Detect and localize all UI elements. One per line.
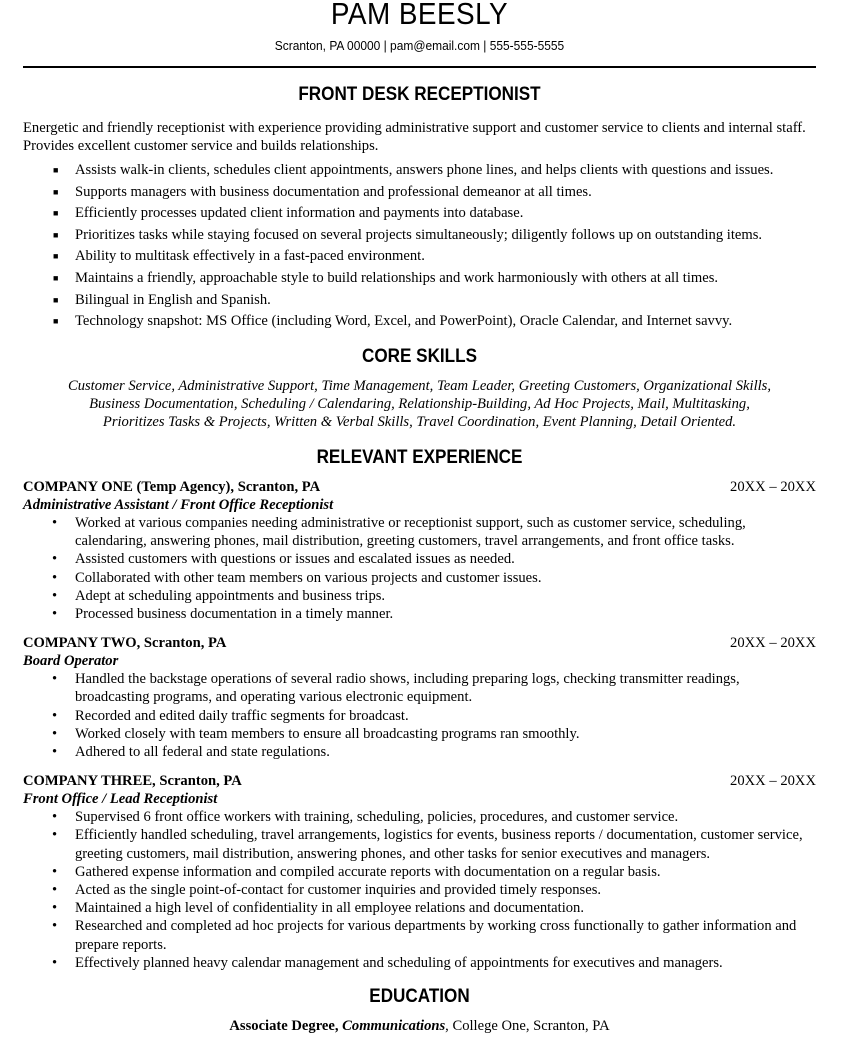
bullet-text: Worked closely with team members to ensure all broadcasting programs ran smoothly.	[75, 725, 580, 742]
bullet-text: Acted as the single point-of-contact for customer inquiries and provided timely responses.	[75, 882, 602, 899]
company-name: COMPANY THREE, Scranton, PA	[23, 773, 242, 790]
bullet-text: Maintained a high level of confidentiality in all employee relations and documentation.	[75, 900, 585, 917]
bullet-item	[23, 203, 816, 225]
bullet-icon: •	[52, 606, 58, 623]
bullet-text: Efficiently handled scheduling, travel arrangements, logistics for events, business reports / documentation, customer service, greeting customers, mail distribution, answering phones, and other tasks for senior executives and managers.	[75, 827, 803, 862]
candidate-name: PAM BEESLY	[330, 0, 509, 31]
core-skills	[23, 377, 816, 431]
bullet-icon: •	[52, 671, 58, 688]
bullet-icon: •	[52, 900, 58, 917]
summary-bullets	[23, 160, 816, 333]
bullet-item	[23, 954, 816, 972]
job-dates: 20XX – 20XX	[730, 479, 816, 495]
bullet-icon: •	[52, 882, 58, 899]
bullet-text: Prioritizes tasks while staying focused on several projects simultaneously; diligently follows up on outstanding items.	[75, 226, 763, 243]
bullet-text: Gathered expense information and compiled accurate reports with documentation on a regular basis.	[75, 863, 661, 880]
degree: Associate Degree,	[229, 1018, 339, 1034]
bullet-item	[23, 743, 816, 761]
bullet-text: Maintains a friendly, approachable style to build relationships and work harmoniously with others at all times.	[75, 269, 719, 286]
bullet-item	[23, 514, 816, 550]
bullet-icon: ■	[53, 272, 59, 283]
bullet-item	[23, 311, 816, 333]
bullet-icon: •	[52, 954, 58, 971]
bullet-icon: ■	[53, 251, 59, 262]
bullet-icon: •	[52, 809, 58, 826]
company-name: COMPANY TWO, Scranton, PA	[23, 635, 227, 652]
bullet-item	[23, 881, 816, 899]
summary-section	[23, 119, 816, 333]
bullet-item	[23, 605, 816, 623]
bullet-item	[23, 268, 816, 290]
skills-line: Customer Service, Administrative Support, Time Management, Team Leader, Greeting Customers, Organizational Skills,	[67, 378, 772, 394]
bullet-text: Assists walk-in clients, schedules client appointments, answers phone lines, and helps clients with questions and issues.	[75, 162, 774, 178]
bullet-item	[23, 550, 816, 568]
bullet-item	[23, 290, 816, 312]
bullet-icon: •	[52, 707, 58, 724]
bullet-text: Technology snapshot: MS Office (including Word, Excel, and PowerPoint), Oracle Calendar, and Internet savvy.	[75, 313, 733, 330]
bullet-icon: ■	[53, 208, 59, 219]
education-entry	[23, 1017, 816, 1035]
job-dates: 20XX – 20XX	[730, 773, 816, 790]
job-entry	[23, 478, 816, 623]
bullet-item	[23, 160, 816, 182]
bullet-icon: ■	[53, 316, 59, 327]
summary-text: Energetic and friendly receptionist with experience providing administrative support and customer service to clients and internal staff. Provides excellent customer service and builds relationships.	[23, 120, 806, 154]
job-role: Board Operator	[23, 653, 119, 670]
bullet-text: Ability to multitask effectively in a fast-paced environment.	[75, 248, 425, 265]
bullet-text: Handled the backstage operations of several radio shows, including preparing logs, checking transmitter readings, broadcasting programs, and operating various electronic equipment.	[75, 671, 740, 706]
bullet-text: Effectively planned heavy calendar management and scheduling of appointments for executives and managers.	[75, 954, 723, 971]
experience-list	[23, 478, 816, 972]
bullet-item	[23, 707, 816, 725]
bullet-text: Bilingual in English and Spanish.	[75, 291, 271, 308]
bullet-icon: •	[52, 587, 58, 604]
bullet-item	[23, 826, 816, 862]
education-heading: EDUCATION	[369, 986, 470, 1007]
bullet-text: Assisted customers with questions or issues and escalated issues as needed.	[75, 551, 515, 568]
school: , College One, Scranton, PA	[445, 1018, 610, 1034]
bullet-icon: •	[52, 863, 58, 880]
bullet-text: Collaborated with other team members on various projects and customer issues.	[75, 569, 542, 586]
experience-heading: RELEVANT EXPERIENCE	[316, 447, 523, 468]
bullet-item	[23, 246, 816, 268]
bullet-icon: •	[52, 744, 58, 761]
bullet-icon: ■	[53, 229, 59, 240]
bullet-icon: •	[52, 827, 58, 844]
bullet-icon: •	[52, 551, 58, 568]
job-role: Administrative Assistant / Front Office Receptionist	[23, 497, 334, 513]
bullet-icon: ■	[53, 165, 59, 175]
field-of-study: Communications	[342, 1018, 446, 1034]
bullet-icon: ■	[53, 294, 59, 305]
bullet-text: Efficiently processes updated client information and payments into database.	[75, 205, 524, 222]
bullet-icon: •	[52, 515, 58, 531]
bullet-item	[23, 670, 816, 706]
bullet-text: Adept at scheduling appointments and business trips.	[75, 587, 386, 604]
header-divider	[23, 66, 816, 68]
job-role: Front Office / Lead Receptionist	[23, 791, 218, 808]
job-bullets	[23, 514, 816, 623]
bullet-text: Worked at various companies needing administrative or receptionist support, such as customer service, scheduling, calendaring, answering phones, mail distribution, greeting customers, travel arrangements, and front office tasks.	[75, 515, 746, 550]
bullet-item	[23, 863, 816, 881]
core-skills-heading: CORE SKILLS	[362, 346, 477, 367]
job-entry	[23, 634, 816, 761]
bullet-item	[23, 808, 816, 826]
bullet-text: Supervised 6 front office workers with training, scheduling, policies, procedures, and customer service.	[75, 809, 679, 826]
bullet-item	[23, 569, 816, 587]
job-bullets	[23, 808, 816, 972]
bullet-item	[23, 917, 816, 953]
bullet-item	[23, 725, 816, 743]
bullet-item	[23, 899, 816, 917]
bullet-item	[23, 225, 816, 247]
bullet-text: Supports managers with business documentation and professional demeanor at all times.	[75, 183, 592, 200]
bullet-text: Adhered to all federal and state regulations.	[75, 744, 330, 761]
bullet-text: Researched and completed ad hoc projects for various departments by working cross functionally to gather information and prepare reports.	[75, 918, 797, 953]
bullet-text: Recorded and edited daily traffic segments for broadcast.	[75, 707, 409, 724]
bullet-text: Processed business documentation in a timely manner.	[75, 606, 394, 623]
job-entry	[23, 772, 816, 972]
bullet-icon: ■	[53, 186, 59, 197]
skills-line: Business Documentation, Scheduling / Calendaring, Relationship-Building, Ad Hoc Projects, Mail, Multitasking,	[89, 396, 750, 412]
bullet-item	[23, 587, 816, 605]
bullet-icon: •	[52, 725, 58, 742]
company-name: COMPANY ONE (Temp Agency), Scranton, PA	[23, 479, 321, 495]
job-dates: 20XX – 20XX	[730, 635, 816, 652]
bullet-icon: •	[52, 918, 58, 935]
contact-info: Scranton, PA 00000 | pam@email.com | 555-555-5555	[274, 38, 565, 53]
bullet-icon: •	[52, 569, 58, 586]
job-bullets	[23, 670, 816, 761]
bullet-item	[23, 182, 816, 204]
skills-line: Prioritizes Tasks & Projects, Written & Verbal Skills, Travel Coordination, Event Planning, Detail Oriented.	[102, 414, 737, 430]
resume-title: FRONT DESK RECEPTIONIST	[298, 84, 541, 105]
